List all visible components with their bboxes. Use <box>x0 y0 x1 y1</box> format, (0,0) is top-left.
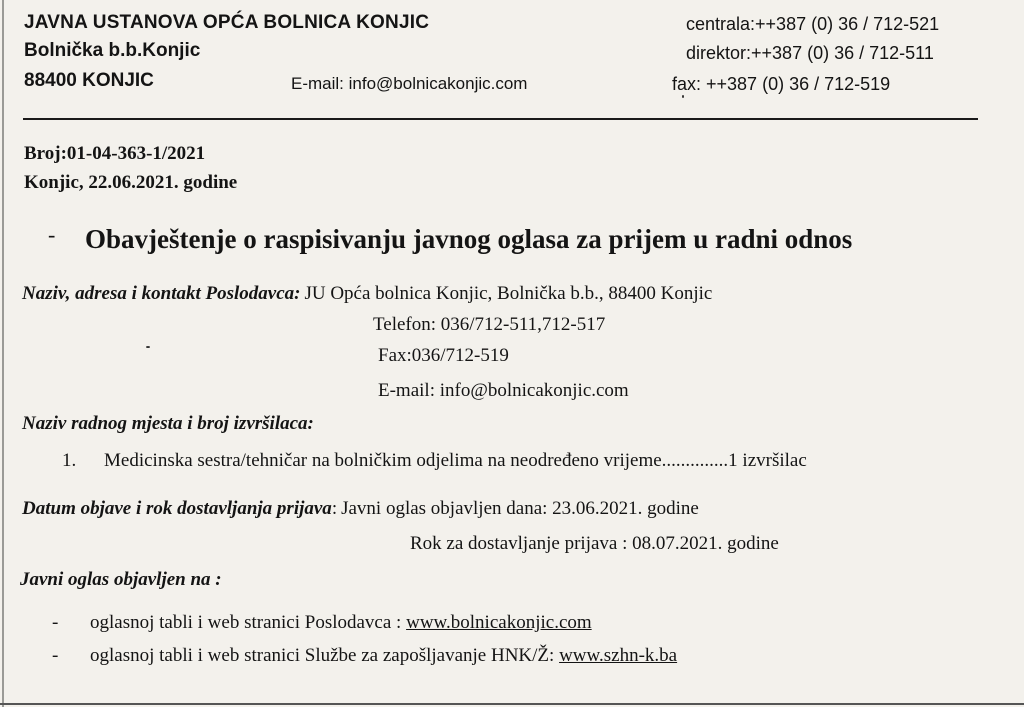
position-number: 1. <box>62 450 77 471</box>
header-email: E-mail: info@bolnicakonjic.com <box>291 74 528 93</box>
positions-label: Naziv radnog mjesta i broj izvršilaca: <box>22 413 314 434</box>
institution-city: 88400 KONJIC <box>24 70 154 91</box>
header-fax: fax: ++387 (0) 36 / 712-519 <box>672 74 891 94</box>
publication-item <box>52 645 677 667</box>
publication-item <box>52 612 592 634</box>
scan-speck <box>682 95 684 98</box>
published-date: Javni oglas objavljen dana: 23.06.2021. godine <box>341 498 699 519</box>
bullet-dash: - <box>52 612 59 633</box>
dates-row <box>22 498 699 520</box>
institution-street: Bolnička b.b.Konjic <box>24 40 201 61</box>
reference-number: Broj:01-04-363-1/2021 <box>24 143 206 164</box>
institution-name: JAVNA USTANOVA OPĆA BOLNICA KONJIC <box>24 12 430 33</box>
header-divider <box>23 118 978 120</box>
employer-phone: Telefon: 036/712-511,712-517 <box>373 314 606 335</box>
header-phone-director: direktor:++387 (0) 36 / 712-511 <box>686 43 934 63</box>
employer-website-link[interactable]: www.bolnicakonjic.com <box>406 612 592 633</box>
header-phone-central: centrala:++387 (0) 36 / 712-521 <box>686 14 940 34</box>
scan-edge-line <box>2 0 4 707</box>
position-text: Medicinska sestra/tehničar na bolničkim odjelima na neodređeno vrijeme..............1 izvršilac <box>104 450 807 471</box>
dates-label-colon: : <box>331 498 338 519</box>
employer-fax: Fax:036/712-519 <box>378 345 509 366</box>
dates-label: Datum objave i rok dostavljanja prijava <box>22 498 332 519</box>
employer-email: E-mail: info@bolnicakonjic.com <box>378 380 629 401</box>
position-item <box>62 450 807 472</box>
deadline-date: Rok za dostavljanje prijava : 08.07.2021. godine <box>410 533 779 554</box>
employer-row <box>22 283 712 305</box>
page-bottom-edge <box>0 703 1024 705</box>
employment-service-link[interactable]: www.szhn-k.ba <box>559 645 678 666</box>
publication-text: oglasnoj tabli i web stranici Službe za zapošljavanje HNK/Ž: <box>90 645 560 666</box>
document-title: Obavještenje o raspisivanju javnog oglasa za prijem u radni odnos <box>85 224 853 254</box>
employer-address: JU Opća bolnica Konjic, Bolnička b.b., 88400 Konjic <box>304 283 713 304</box>
scan-speck <box>146 346 150 348</box>
employer-label: Naziv, adresa i kontakt Poslodavca: <box>22 283 301 304</box>
title-dash: - <box>48 222 56 247</box>
publication-text: oglasnoj tabli i web stranici Poslodavca : <box>90 612 407 633</box>
publication-label: Javni oglas objavljen na : <box>20 569 222 590</box>
bullet-dash: - <box>52 645 59 666</box>
reference-place-date: Konjic, 22.06.2021. godine <box>24 172 238 193</box>
